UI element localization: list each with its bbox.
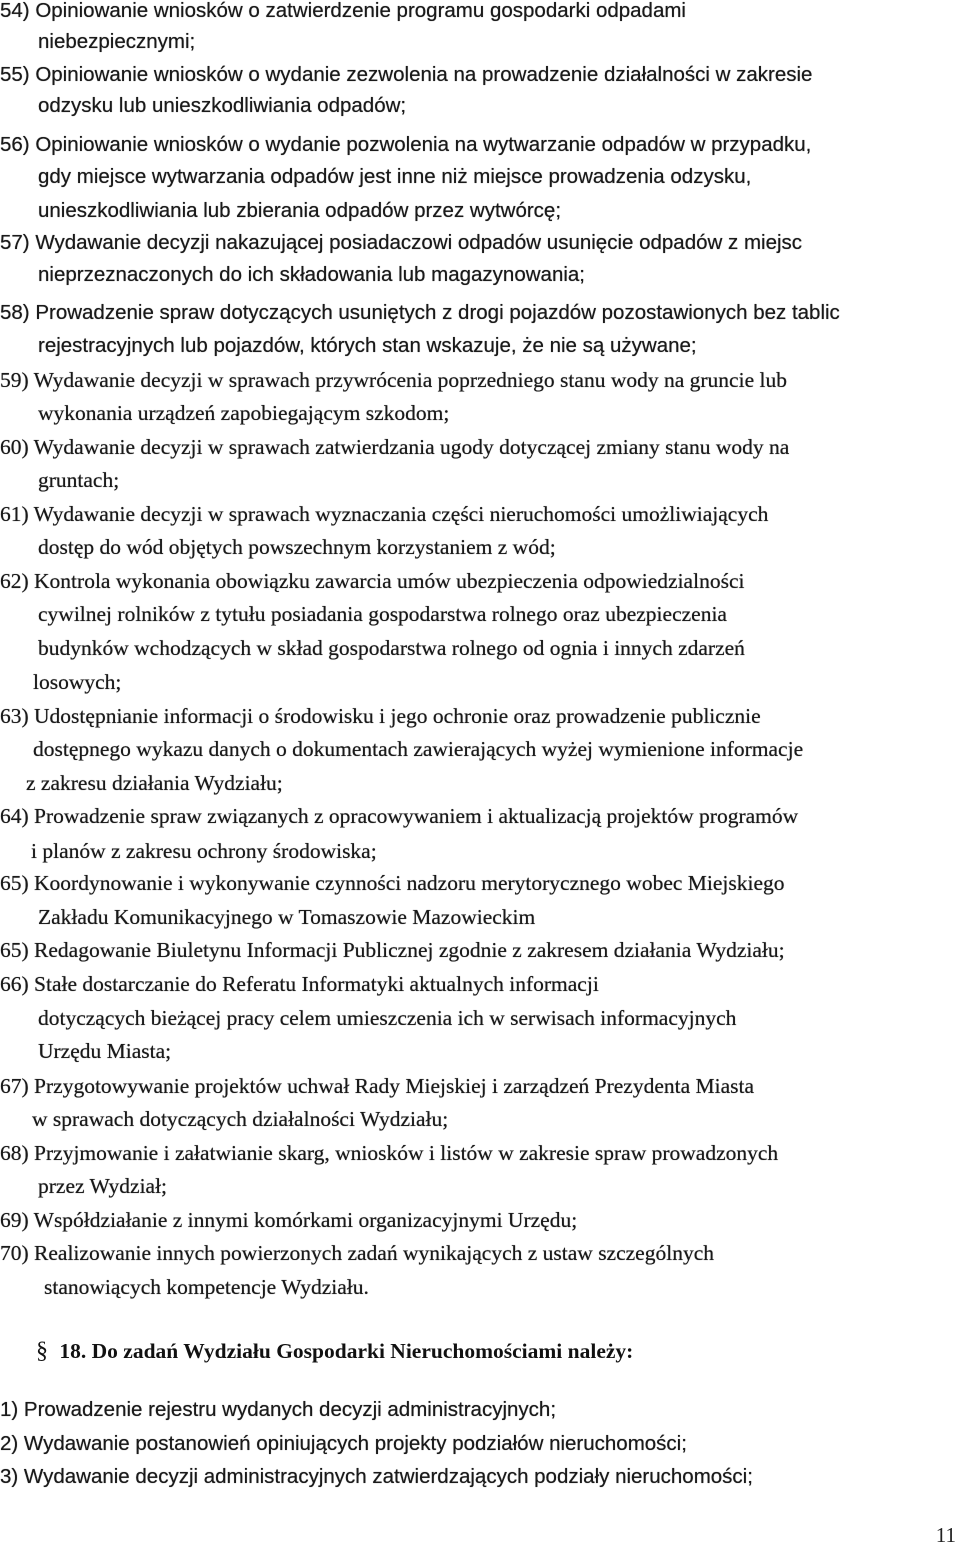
list-item-continuation-line: gdy miejsce wytwarzania odpadów jest inne niż miejsce prowadzenia odzysku,	[38, 165, 752, 188]
list-item-continuation-line: unieszkodliwiania lub zbierania odpadów przez wytwórcę;	[38, 199, 562, 222]
list-item-first-line: 56) Opiniowanie wniosków o wydanie pozwolenia na wytwarzanie odpadów w przypadku,	[0, 133, 812, 156]
list-item-continuation-line: stanowiących kompetencje Wydziału.	[44, 1275, 369, 1299]
section-sign: §	[36, 1338, 48, 1364]
list-item-continuation-line: niebezpiecznymi;	[38, 30, 196, 53]
list-item-continuation-line: rejestracyjnych lub pojazdów, których stan wskazuje, że nie są używane;	[38, 334, 697, 357]
list-item-first-line: 60) Wydawanie decyzji w sprawach zatwierdzania ugody dotyczącej zmiany stanu wody na	[0, 435, 790, 459]
list-item-first-line: 62) Kontrola wykonania obowiązku zawarcia umów ubezpieczenia odpowiedzialności	[0, 569, 745, 593]
list-item-continuation-line: nieprzeznaczonych do ich składowania lub magazynowania;	[38, 263, 585, 286]
list-item-first-line: 70) Realizowanie innych powierzonych zadań wynikających z ustaw szczególnych	[0, 1241, 714, 1265]
list-item-continuation-line: przez Wydział;	[38, 1174, 168, 1198]
list-item-first-line: 3) Wydawanie decyzji administracyjnych zatwierdzających podziały nieruchomości;	[0, 1465, 753, 1488]
list-item-first-line: 57) Wydawanie decyzji nakazującej posiadaczowi odpadów usunięcie odpadów z miejsc	[0, 231, 803, 254]
list-item-first-line: 63) Udostępnianie informacji o środowisku i jego ochronie oraz prowadzenie publicznie	[0, 704, 761, 728]
list-item-first-line: 1) Prowadzenie rejestru wydanych decyzji administracyjnych;	[0, 1398, 557, 1421]
list-item-first-line: 59) Wydawanie decyzji w sprawach przywrócenia poprzedniego stanu wody na gruncie lub	[0, 368, 787, 392]
list-item-continuation-line: budynków wchodzących w skład gospodarstwa rolnego od ognia i innych zdarzeń	[38, 636, 745, 660]
list-item-first-line: 67) Przygotowywanie projektów uchwał Rady Miejskiej i zarządzeń Prezydenta Miasta	[0, 1074, 755, 1098]
list-item-first-line: 54) Opiniowanie wniosków o zatwierdzenie programu gospodarki odpadami	[0, 0, 686, 22]
list-item-continuation-line: wykonania urządzeń zapobiegającym szkodom;	[38, 401, 450, 425]
list-item-continuation-line: w sprawach dotyczących działalności Wydziału;	[32, 1107, 449, 1131]
list-item-first-line: 61) Wydawanie decyzji w sprawach wyznaczania części nieruchomości umożliwiających	[0, 502, 769, 526]
list-item-first-line: 68) Przyjmowanie i załatwianie skarg, wniosków i listów w zakresie spraw prowadzonych	[0, 1141, 779, 1165]
list-item-first-line: 2) Wydawanie postanowień opiniujących projekty podziałów nieruchomości;	[0, 1432, 687, 1455]
list-item-continuation-line: i planów z zakresu ochrony środowiska;	[31, 839, 377, 863]
list-item-continuation-line: gruntach;	[38, 468, 120, 492]
list-item-first-line: 58) Prowadzenie spraw dotyczących usuniętych z drogi pojazdów pozostawionych bez tablic	[0, 301, 840, 324]
list-item-first-line: 69) Współdziałanie z innymi komórkami organizacyjnymi Urzędu;	[0, 1208, 578, 1232]
page-number: 11	[935, 1523, 956, 1547]
section-heading	[36, 1335, 633, 1367]
list-item-continuation-line: Urzędu Miasta;	[38, 1039, 172, 1063]
list-item-continuation-line: losowych;	[33, 670, 122, 694]
list-item-first-line: 64) Prowadzenie spraw związanych z opracowywaniem i aktualizacją projektów programów	[0, 804, 799, 828]
list-item-first-line: 65) Koordynowanie i wykonywanie czynności nadzoru merytorycznego wobec Miejskiego	[0, 871, 785, 895]
list-item-continuation-line: z zakresu działania Wydziału;	[26, 771, 283, 795]
list-item-continuation-line: odzysku lub unieszkodliwiania odpadów;	[38, 94, 407, 117]
list-item-continuation-line: Zakładu Komunikacyjnego w Tomaszowie Mazowieckim	[38, 905, 536, 929]
list-item-continuation-line: dostęp do wód objętych powszechnym korzystaniem z wód;	[38, 535, 556, 559]
list-item-continuation-line: dostępnego wykazu danych o dokumentach zawierających wyżej wymienione informacje	[33, 737, 804, 761]
list-item-continuation-line: cywilnej rolników z tytułu posiadania gospodarstwa rolnego oraz ubezpieczenia	[38, 602, 727, 626]
list-item-first-line: 55) Opiniowanie wniosków o wydanie zezwolenia na prowadzenie działalności w zakresie	[0, 63, 813, 86]
section-heading-text: 18. Do zadań Wydziału Gospodarki Nieruchomościami należy:	[59, 1339, 634, 1363]
list-item-continuation-line: dotyczących bieżącej pracy celem umieszczenia ich w serwisach informacyjnych	[38, 1006, 737, 1030]
list-item-first-line: 66) Stałe dostarczanie do Referatu Informatyki aktualnych informacji	[0, 972, 599, 996]
list-item-first-line: 65) Redagowanie Biuletynu Informacji Publicznej zgodnie z zakresem działania Wydziału;	[0, 938, 785, 962]
